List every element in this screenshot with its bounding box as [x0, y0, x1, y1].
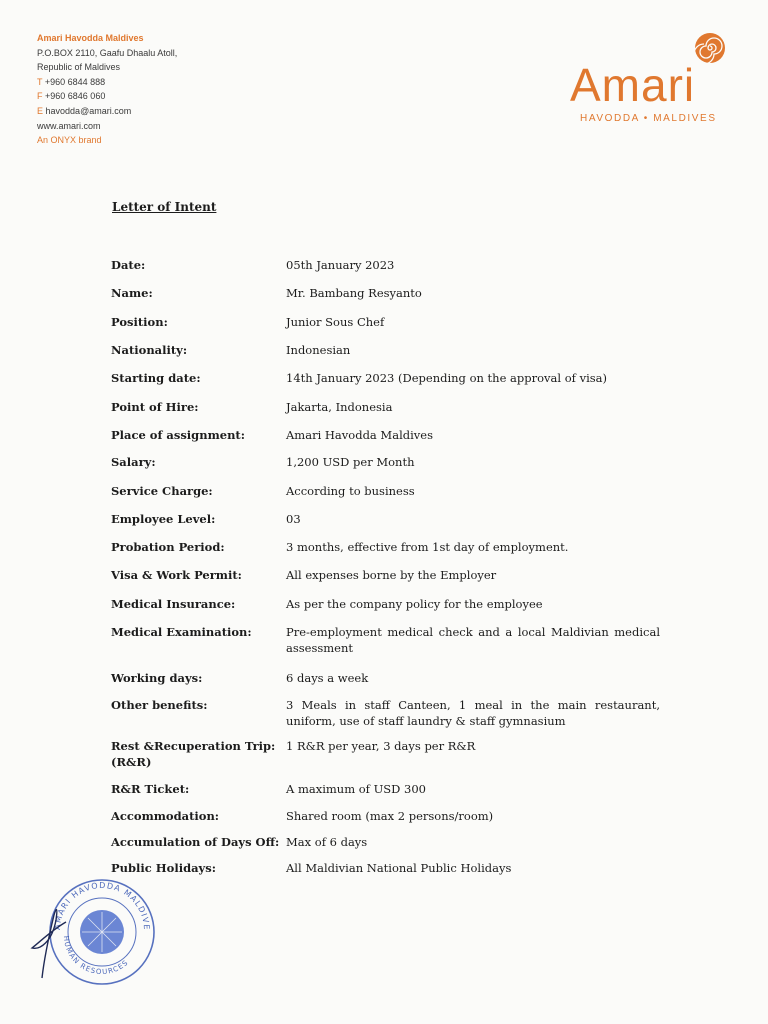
company-name: Amari Havodda Maldives — [37, 33, 144, 43]
email-prefix: E — [37, 105, 44, 116]
tel-prefix: T — [37, 76, 43, 87]
field-label: Position: — [111, 315, 168, 329]
email: havodda@amari.com — [45, 105, 132, 116]
field-label: Nationality: — [111, 343, 188, 357]
fax: +960 6846 060 — [45, 91, 106, 102]
field-label: Point of Hire: — [111, 400, 199, 414]
field-label: Name: — [111, 286, 153, 300]
email-line — [37, 104, 177, 119]
field-label: Public Holidays: — [111, 861, 216, 875]
field-label: Service Charge: — [111, 484, 213, 498]
brand-line: An ONYX brand — [37, 135, 102, 146]
field-value: 14th January 2023 (Depending on the approval of visa) — [286, 371, 607, 385]
field-label: Salary: — [111, 455, 156, 469]
field-value: 05th January 2023 — [286, 258, 395, 272]
field-value: According to business — [286, 484, 415, 498]
field-label: Probation Period: — [111, 540, 225, 554]
field-value: Mr. Bambang Resyanto — [286, 286, 422, 300]
address-line-2: Republic of Maldives — [37, 62, 121, 73]
field-value: A maximum of USD 300 — [286, 782, 426, 796]
field-value: All expenses borne by the Employer — [286, 568, 497, 582]
telephone-line — [37, 75, 177, 90]
field-label: Employee Level: — [111, 512, 216, 526]
field-value: As per the company policy for the employee — [286, 597, 543, 611]
letterhead — [37, 31, 177, 148]
field-value: Amari Havodda Maldives — [286, 428, 433, 442]
logo-subtitle: HAVODDA • MALDIVES — [580, 113, 717, 124]
field-label: R&R Ticket: — [111, 782, 190, 796]
website: www.amari.com — [37, 120, 101, 131]
field-value: Shared room (max 2 persons/room) — [286, 809, 494, 823]
field-value: 3 months, effective from 1st day of employment. — [286, 540, 569, 554]
field-label: Working days: — [111, 671, 203, 685]
field-label: Accumulation of Days Off: — [111, 835, 280, 849]
field-value: Junior Sous Chef — [286, 315, 385, 329]
field-value: 6 days a week — [286, 671, 369, 685]
field-value: 3 Meals in staff Canteen, 1 meal in the main restaurant, uniform, use of staff laundry & staff gymnasium — [286, 698, 660, 728]
svg-text:AMARI HAVODDA MALDIVES: AMARI HAVODDA MALDIVE — [52, 880, 152, 931]
field-label: Starting date: — [111, 371, 201, 385]
field-label: Date: — [111, 258, 146, 272]
field-value: Max of 6 days — [286, 835, 368, 849]
telephone: +960 6844 888 — [44, 76, 106, 87]
fax-prefix: F — [37, 91, 43, 102]
document-title: Letter of Intent — [112, 200, 217, 214]
field-value: 1,200 USD per Month — [286, 455, 415, 469]
hr-stamp — [18, 870, 168, 990]
field-label: Visa & Work Permit: — [111, 568, 242, 582]
spiral-icon — [692, 30, 728, 66]
fax-line — [37, 89, 177, 104]
logo-wordmark: Amari — [570, 59, 696, 111]
field-label: Place of assignment: — [111, 428, 245, 442]
svg-text:HUMAN RESOURCES: HUMAN RESOURCES — [61, 935, 131, 977]
field-label: Other benefits: — [111, 698, 208, 712]
field-label: Medical Examination: — [111, 625, 252, 639]
field-label: Rest &Recuperation Trip: (R&R) — [111, 739, 276, 769]
field-label: Medical Insurance: — [111, 597, 236, 611]
amari-logo — [570, 30, 735, 130]
field-value: Pre-employment medical check and a local Maldivian medical assessment — [286, 625, 660, 655]
field-value: All Maldivian National Public Holidays — [286, 861, 512, 875]
field-value: Indonesian — [286, 343, 351, 357]
field-value: 1 R&R per year, 3 days per R&R — [286, 739, 476, 753]
address-line-1: P.O.BOX 2110, Gaafu Dhaalu Atoll, — [37, 47, 178, 58]
field-value: 03 — [286, 512, 301, 526]
field-value: Jakarta, Indonesia — [286, 400, 393, 414]
field-label: Accommodation: — [111, 809, 220, 823]
